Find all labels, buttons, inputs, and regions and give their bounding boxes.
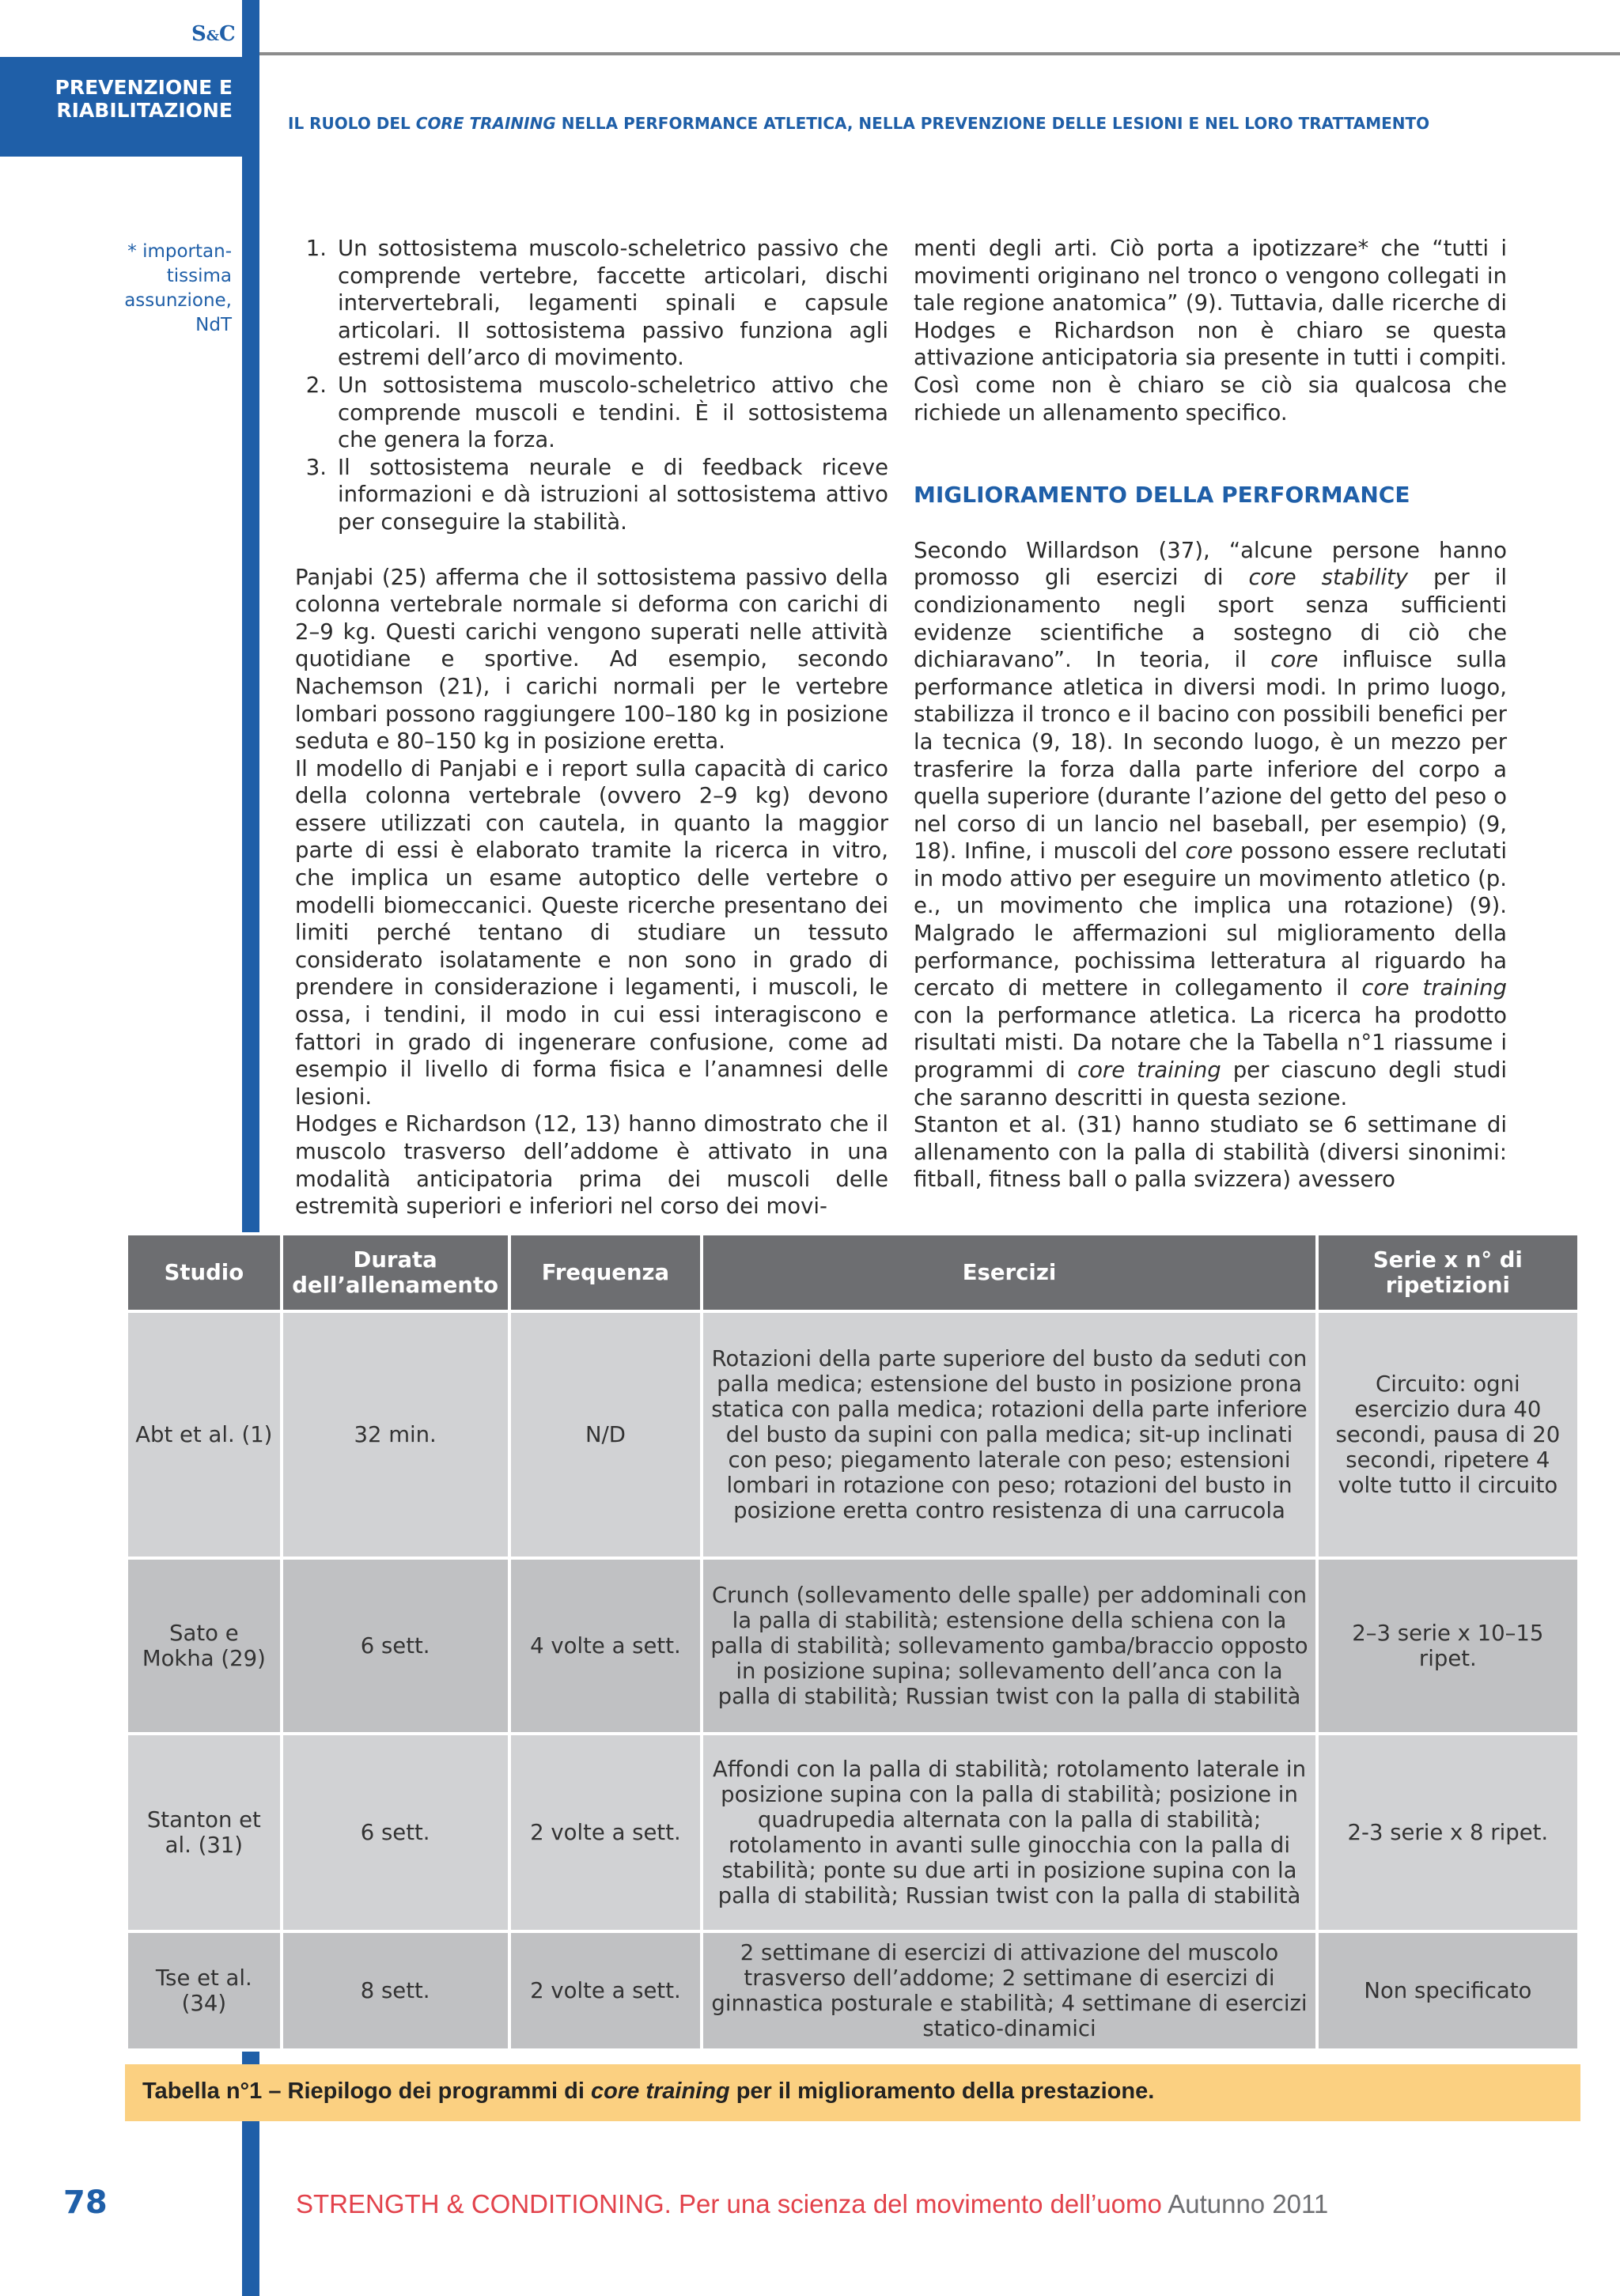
table-cell: 6 sett.: [282, 1734, 509, 1931]
table-cell: Non specificato: [1317, 1931, 1579, 2050]
table-row: [127, 1931, 1579, 2050]
column-header: Serie x n° di ripetizioni: [1317, 1234, 1579, 1311]
table-cell: 2-3 serie x 8 ripet.: [1317, 1734, 1579, 1931]
table-cell: Stanton et al. (31): [127, 1734, 282, 1931]
table-cell: 2–3 serie x 10–15 ripet.: [1317, 1558, 1579, 1734]
journal-logo: S&C: [191, 22, 236, 46]
numbered-list: [295, 235, 888, 536]
column-header: Frequenza: [509, 1234, 702, 1311]
paragraph: Stanton et al. (31) hanno studiato se 6 settimane di allenamento con la palla di stabilità (diversi sinonimi: fitball, fitness ball o palla svizzera) avessero: [914, 1112, 1507, 1193]
header-rule: [259, 52, 1620, 55]
section-label-line1: PREVENZIONE E: [55, 76, 233, 99]
paragraph: Panjabi (25) afferma che il sottosistema passivo della colonna vertebrale normale si deforma con carichi di 2–9 kg. Questi carichi vengono superati nelle attività quotidiane e sportive. Ad esempio, secondo Nachemson (21), i carichi normali per le vertebre lombari possono raggiungere 100–180 kg in posizione seduta e 80–150 kg in posizione eretta.: [295, 564, 888, 755]
summary-table: [125, 1232, 1580, 2052]
table-cell: Rotazioni della parte superiore del busto da seduti con palla medica; estensione del busto in posizione prona statica con palla medica; rotazioni della parte inferiore del busto da supini con palla medica; sit-up inclinati con peso; piegamento laterale con peso; estensioni lombari in rotazione con peso; rotazioni del busto in posizione eretta contro resistenza di una carrucola: [702, 1311, 1316, 1558]
table-cell: Affondi con la palla di stabilità; rotolamento laterale in posizione supina con la palla di stabilità; posizione in quadrupedia alternata con la palla di stabilità; rotolamento in avanti sulle ginocchia con la palla di stabilità; ponte su due arti in posizione supina con la palla di stabilità; Russian twist con la palla di stabilità: [702, 1734, 1316, 1931]
column-header: Esercizi: [702, 1234, 1316, 1311]
section-label: [0, 57, 242, 157]
table-cell: Abt et al. (1): [127, 1311, 282, 1558]
paragraph: menti degli arti. Ciò porta a ipotizzare* che “tutti i movimenti originano nel tronco o vengono collegati in tale regione anatomica” (9). Tuttavia, dalle ricerche di Hodges e Richardson non è chiaro se questa attivazione anticipatoria sia presente in tutti i compiti. Così come non è chiaro se ciò sia qualcosa che richiede un allenamento specifico.: [914, 236, 1507, 426]
list-item: 1. Un sottosistema muscolo-scheletrico passivo che comprende vertebre, faccette articolari, dischi intervertebrali, legamenti spinali e capsule articolari. Il sottosistema passivo funziona agli estremi dell’arco di movimento.: [305, 236, 888, 371]
page-number: 78: [63, 2184, 108, 2221]
table-cell: 2 volte a sett.: [509, 1931, 702, 2050]
paragraph: Il modello di Panjabi e i report sulla capacità di carico della colonna vertebrale (ovvero 2–9 kg) devono essere utilizzati con cautela, in quanto la maggior parte di essi è elaborato tramite la ricerca in vitro, che implica un esame autoptico delle vertebre o modelli biomeccanici. Queste ricerche presentano dei limiti perché tentano di studiare un tessuto considerato isolatamente e non sono in grado di prendere in considerazione i legamenti, i muscoli, le ossa, i tendini, il modo in cui essi interagiscono e fattori in grado di ingenerare confusione, come ad esempio il livello di forma fisica e l’anamnesi delle lesioni.: [295, 755, 888, 1110]
text-column-left: [295, 235, 888, 1220]
section-heading: MIGLIORAMENTO DELLA PERFORMANCE: [914, 482, 1410, 509]
table-cell: Crunch (sollevamento delle spalle) per addominali con la palla di stabilità; estensione della schiena con la palla di stabilità; sollevamento gamba/braccio opposto in posizione supina; sollevamento dell’anca con la palla di stabilità; Russian twist con la palla di stabilità: [702, 1558, 1316, 1734]
list-item: 2. Un sottosistema muscolo-scheletrico attivo che comprende muscoli e tendini. È il sottosistema che genera la forza.: [305, 372, 888, 453]
table-cell: 4 volte a sett.: [509, 1558, 702, 1734]
list-item: 3. Il sottosistema neurale e di feedback riceve informazioni e dà istruzioni al sottosistema attivo per conseguire la stabilità.: [305, 454, 888, 535]
table-cell: N/D: [509, 1311, 702, 1558]
table-cell: 2 volte a sett.: [509, 1734, 702, 1931]
side-note: * importan-tissima assunzione, NdT: [124, 241, 232, 335]
table-row: [127, 1734, 1579, 1931]
table-cell: Tse et al. (34): [127, 1931, 282, 2050]
table-cell: 32 min.: [282, 1311, 509, 1558]
table-caption: Tabella n°1 – Riepilogo dei programmi di core training per il miglioramento della prestazione.: [125, 2064, 1580, 2121]
paragraph: Secondo Willardson (37), “alcune persone hanno promosso gli esercizi di core stability per il condizionamento negli sport senza sufficienti evidenze scientifiche a sostegno di ciò che dichiaravano”. In teoria, il core influisce sulla performance atletica in diversi modi. In primo luogo, stabilizza il tronco e il bacino con possibili benefici per la tecnica (9, 18). In secondo luogo, è un mezzo per trasferire la forza dalla parte inferiore del corpo a quella superiore (durante l’azione del getto del peso o nel corso di un lancio nel baseball, per esempio) (9, 18). Infine, i muscoli del core possono essere reclutati in modo attivo per eseguire un movimento atletico (p. e., un movimento che implica una rotazione) (9). Malgrado le affermazioni sul miglioramento della performance, pochissima letteratura al riguardo ha cercato di mettere in collegamento il core training con la performance atletica. La ricerca ha prodotto risultati misti. Da notare che la Tabella n°1 riassume i programmi di core training per ciascuno degli studi che saranno descritti in questa sezione.: [914, 537, 1507, 1110]
text-column-right: [914, 235, 1507, 1193]
section-label-line2: RIABILITAZIONE: [56, 99, 233, 122]
table-cell: Sato e Mokha (29): [127, 1558, 282, 1734]
column-header: Studio: [127, 1234, 282, 1311]
table-cell: 2 settimane di esercizi di attivazione del muscolo trasverso dell’addome; 2 settimane di esercizi di ginnastica posturale e stabilità; 4 settimane di esercizi statico-dinamici: [702, 1931, 1316, 2050]
table-row: [127, 1311, 1579, 1558]
journal-name: STRENGTH & CONDITIONING. Per una scienza del movimento dell’uomo: [296, 2189, 1162, 2218]
table-header-row: [127, 1234, 1579, 1311]
table-cell: 8 sett.: [282, 1931, 509, 2050]
running-title: IL RUOLO DEL CORE TRAINING NELLA PERFORMANCE ATLETICA, NELLA PREVENZIONE DELLE LESIONI E NEL LORO TRATTAMENTO: [288, 114, 1430, 133]
paragraph: Hodges e Richardson (12, 13) hanno dimostrato che il muscolo trasverso dell’addome è attivato in una modalità anticipatoria prima dei muscoli delle estremità superiori e inferiori nel corso dei movi-: [295, 1111, 888, 1220]
journal-footer: [296, 2189, 1328, 2219]
column-header: Durata dell’allenamento: [282, 1234, 509, 1311]
table-cell: 6 sett.: [282, 1558, 509, 1734]
issue-season: Autunno 2011: [1168, 2189, 1329, 2218]
table-row: [127, 1558, 1579, 1734]
table-cell: Circuito: ogni esercizio dura 40 secondi, pausa di 20 secondi, ripetere 4 volte tutto il circuito: [1317, 1311, 1579, 1558]
